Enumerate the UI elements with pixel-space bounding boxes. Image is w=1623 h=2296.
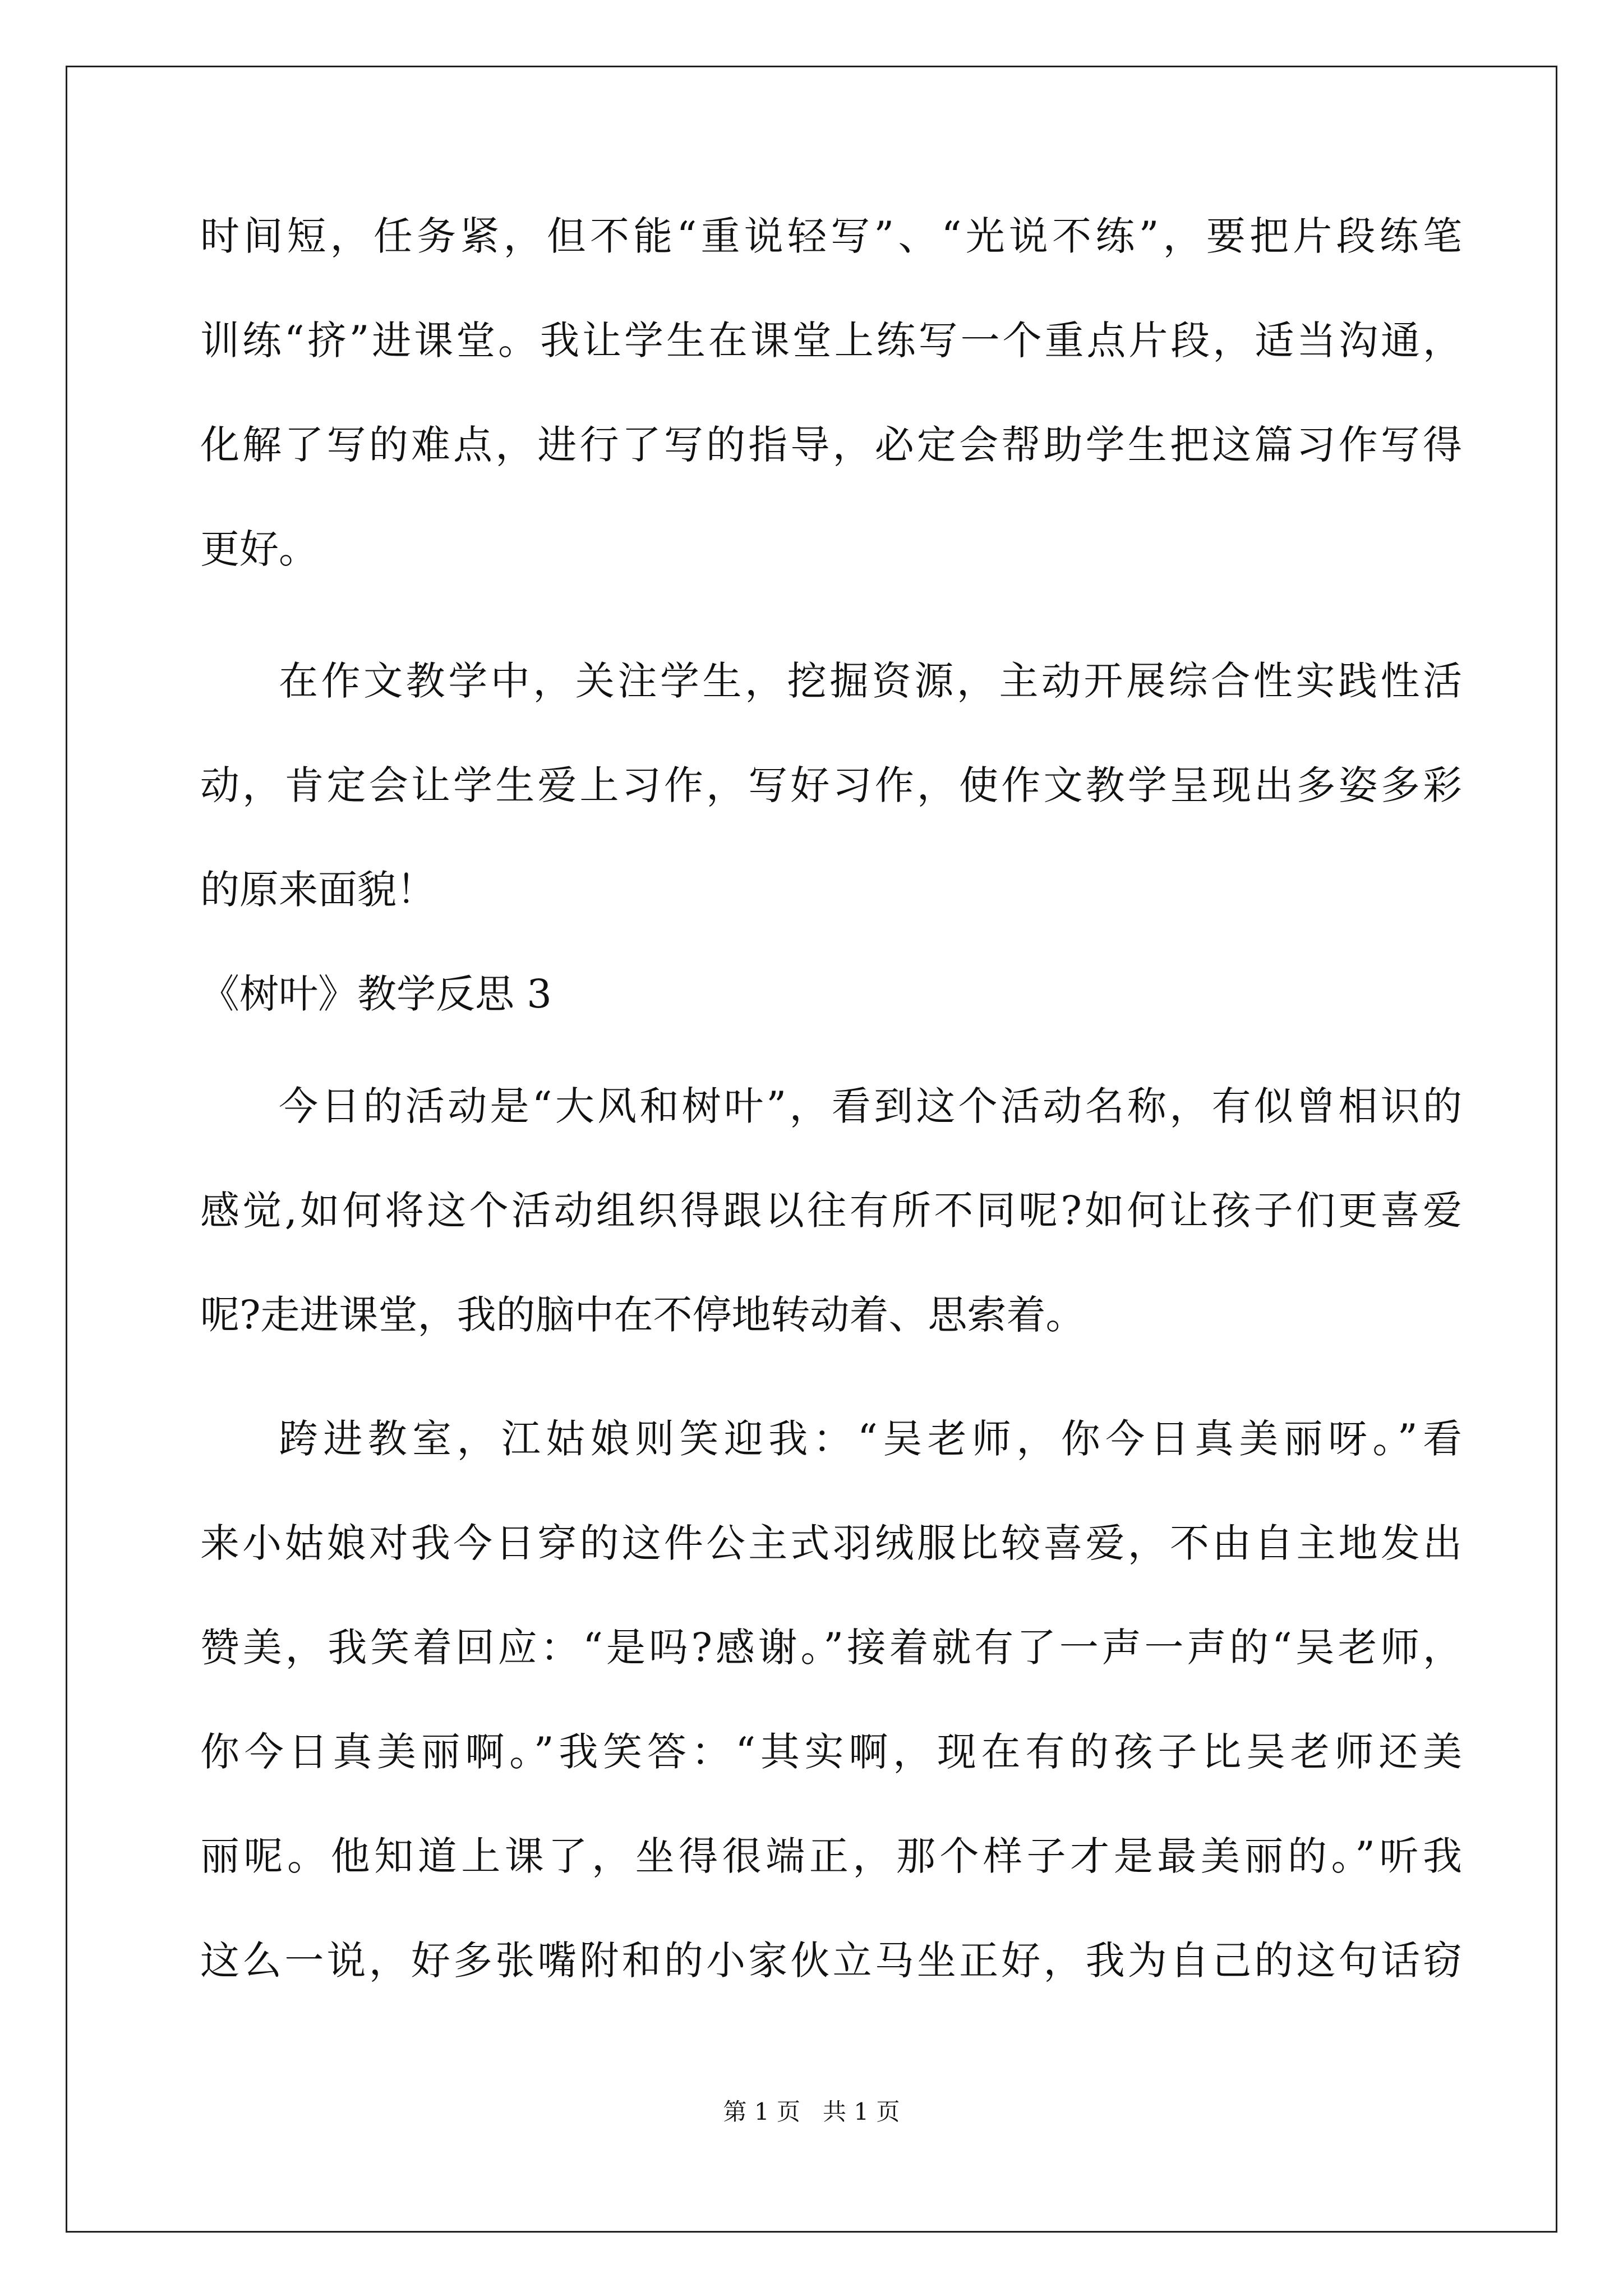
paragraph-3-line-2: 感觉,如何将这个活动组织得跟以往有所不同呢?如何让孩子们更喜爱 (200, 1188, 1462, 1234)
paragraph-3-line-3: 呢?走进课堂，我的脑中在不停地转动着、思索着。 (200, 1292, 1085, 1338)
page-footer: 第 1 页 共 1 页 (723, 2098, 900, 2125)
paragraph-3-line-1: 今日的活动是“大风和树叶”，看到这个活动名称，有似曾相识的 (279, 1083, 1462, 1129)
section-heading: 《树叶》教学反思 3 (200, 971, 552, 1017)
paragraph-1-line-2: 训练“挤”进课堂。我让学生在课堂上练写一个重点片段，适当沟通， (200, 318, 1462, 364)
paragraph-1-line-3: 化解了写的难点，进行了写的指导，必定会帮助学生把这篇习作写得 (200, 422, 1462, 468)
paragraph-2-line-3: 的原来面貌！ (200, 867, 436, 913)
paragraph-4-line-6: 这么一说，好多张嘴附和的小家伙立马坐正好，我为自己的这句话窃 (200, 1938, 1462, 1984)
paragraph-4-line-1: 跨进教室，江姑娘则笑迎我：“吴老师，你今日真美丽呀。”看 (279, 1416, 1462, 1462)
paragraph-4-line-2: 来小姑娘对我今日穿的这件公主式羽绒服比较喜爱，不由自主地发出 (200, 1520, 1462, 1566)
paragraph-4-line-4: 你今日真美丽啊。”我笑答：“其实啊，现在有的孩子比吴老师还美 (200, 1729, 1462, 1775)
paragraph-1-line-4: 更好。 (200, 526, 318, 572)
paragraph-4-line-5: 丽呢。他知道上课了，坐得很端正，那个样子才是最美丽的。”听我 (200, 1833, 1462, 1879)
page-border (66, 66, 1557, 2233)
paragraph-2-line-1: 在作文教学中，关注学生，挖掘资源，主动开展综合性实践性活 (279, 658, 1462, 704)
paragraph-1-line-1: 时间短，任务紧，但不能“重说轻写”、“光说不练”，要把片段练笔 (200, 213, 1462, 259)
paragraph-2-line-2: 动，肯定会让学生爱上习作，写好习作，使作文教学呈现出多姿多彩 (200, 762, 1462, 808)
paragraph-4-line-3: 赞美，我笑着回应：“是吗?感谢。”接着就有了一声一声的“吴老师， (200, 1625, 1462, 1671)
